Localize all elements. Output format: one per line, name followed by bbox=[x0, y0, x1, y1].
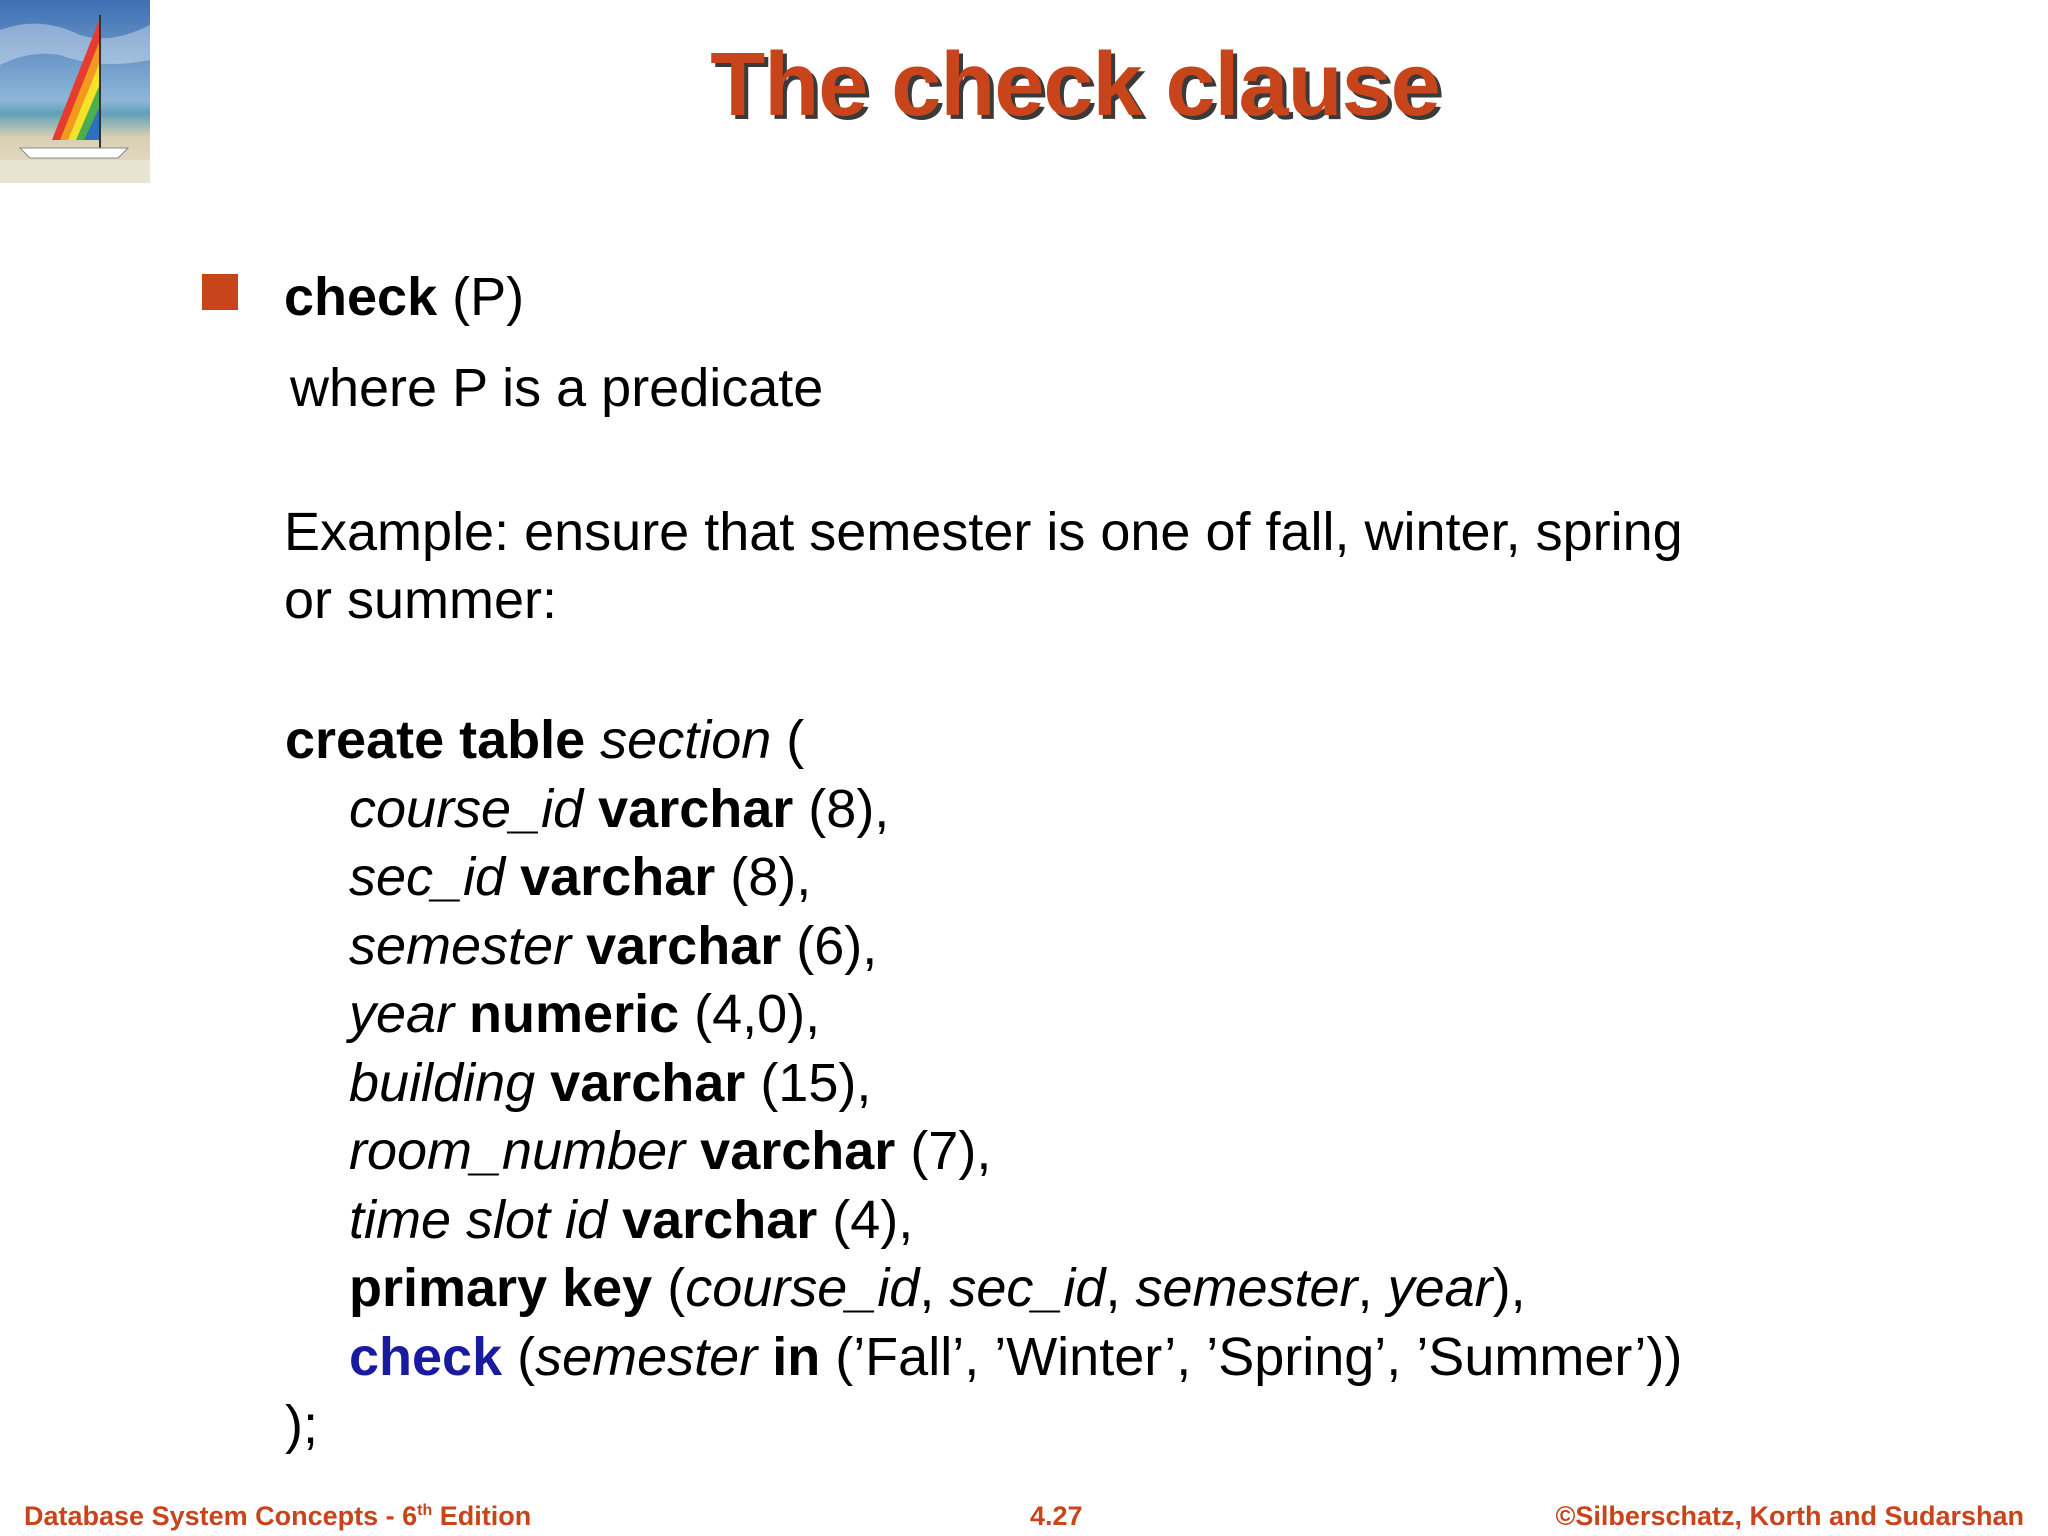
code-text: , bbox=[1105, 1258, 1136, 1318]
predicate-line: where P is a predicate bbox=[290, 358, 824, 418]
check-keyword-highlighted: check bbox=[349, 1326, 503, 1387]
code-keyword: varchar bbox=[583, 778, 794, 839]
attribute-name: course_id bbox=[685, 1258, 920, 1318]
attribute-name: year bbox=[1387, 1258, 1493, 1318]
code-text: (8), bbox=[715, 847, 812, 907]
footer-page-number: 4.27 bbox=[1030, 1501, 1083, 1531]
example-line-2: or summer: bbox=[284, 570, 558, 630]
code-keyword: in bbox=[757, 1326, 821, 1387]
attribute-name: sec_id bbox=[349, 847, 506, 907]
check-keyword: check bbox=[284, 267, 438, 327]
code-line bbox=[285, 1254, 1682, 1323]
footer-superscript: th bbox=[417, 1502, 433, 1519]
code-keyword: varchar bbox=[571, 915, 782, 976]
code-text: (4), bbox=[817, 1189, 914, 1250]
attribute-name: course_id bbox=[349, 778, 584, 839]
code-line bbox=[285, 1049, 1682, 1118]
code-text: (15), bbox=[745, 1052, 872, 1113]
code-text: (7), bbox=[895, 1121, 992, 1181]
code-line bbox=[285, 843, 1682, 912]
attribute-name: sec_id bbox=[949, 1258, 1106, 1318]
code-text: ); bbox=[285, 1395, 318, 1455]
code-line bbox=[285, 775, 1682, 844]
code-text: (8), bbox=[793, 778, 890, 839]
code-line bbox=[285, 912, 1682, 981]
code-text: ( bbox=[652, 1258, 686, 1318]
code-line bbox=[285, 980, 1682, 1049]
bullet-square-icon bbox=[202, 274, 238, 310]
footer-book-title-end: Edition bbox=[432, 1501, 532, 1531]
attribute-name: semester bbox=[1135, 1258, 1358, 1318]
code-keyword: numeric bbox=[454, 984, 680, 1044]
code-keyword: create table bbox=[285, 710, 586, 770]
code-line bbox=[285, 1117, 1682, 1186]
code-text: ), bbox=[1492, 1258, 1526, 1318]
attribute-name: building bbox=[349, 1052, 536, 1113]
code-line bbox=[285, 1323, 1682, 1392]
code-text: ( bbox=[502, 1326, 536, 1387]
code-keyword: varchar bbox=[685, 1121, 896, 1181]
code-text: ( bbox=[771, 710, 805, 770]
attribute-name: semester bbox=[349, 915, 572, 976]
slide-title: The check clause bbox=[710, 35, 1440, 135]
bullet-text bbox=[284, 262, 524, 332]
footer-book-title bbox=[24, 1499, 531, 1533]
attribute-name: time slot id bbox=[349, 1189, 608, 1250]
attribute-name: room_number bbox=[349, 1121, 686, 1181]
sql-code-block bbox=[285, 706, 1682, 1460]
attribute-name: year bbox=[349, 984, 455, 1044]
table-name: section bbox=[585, 710, 772, 770]
code-keyword: varchar bbox=[535, 1052, 746, 1113]
attribute-name: semester bbox=[535, 1326, 758, 1387]
code-line bbox=[285, 706, 1682, 775]
code-text: (6), bbox=[781, 915, 878, 976]
code-line bbox=[285, 1391, 1682, 1460]
bullet-rest: (P) bbox=[437, 267, 525, 327]
footer-book-title-main: Database System Concepts - 6 bbox=[24, 1501, 418, 1531]
code-keyword: primary key bbox=[349, 1258, 653, 1318]
code-text: (’Fall’, ’Winter’, ’Spring’, ’Summer’)) bbox=[820, 1326, 1683, 1387]
code-text: (4,0), bbox=[679, 984, 821, 1044]
code-text: , bbox=[919, 1258, 950, 1318]
code-keyword: varchar bbox=[607, 1189, 818, 1250]
footer-copyright: ©Silberschatz, Korth and Sudarshan bbox=[1555, 1501, 2024, 1531]
example-line-1: Example: ensure that semester is one of fall, winter, spring bbox=[284, 502, 1683, 562]
code-text: , bbox=[1357, 1258, 1388, 1318]
code-line bbox=[285, 1186, 1682, 1255]
code-keyword: varchar bbox=[505, 847, 716, 907]
